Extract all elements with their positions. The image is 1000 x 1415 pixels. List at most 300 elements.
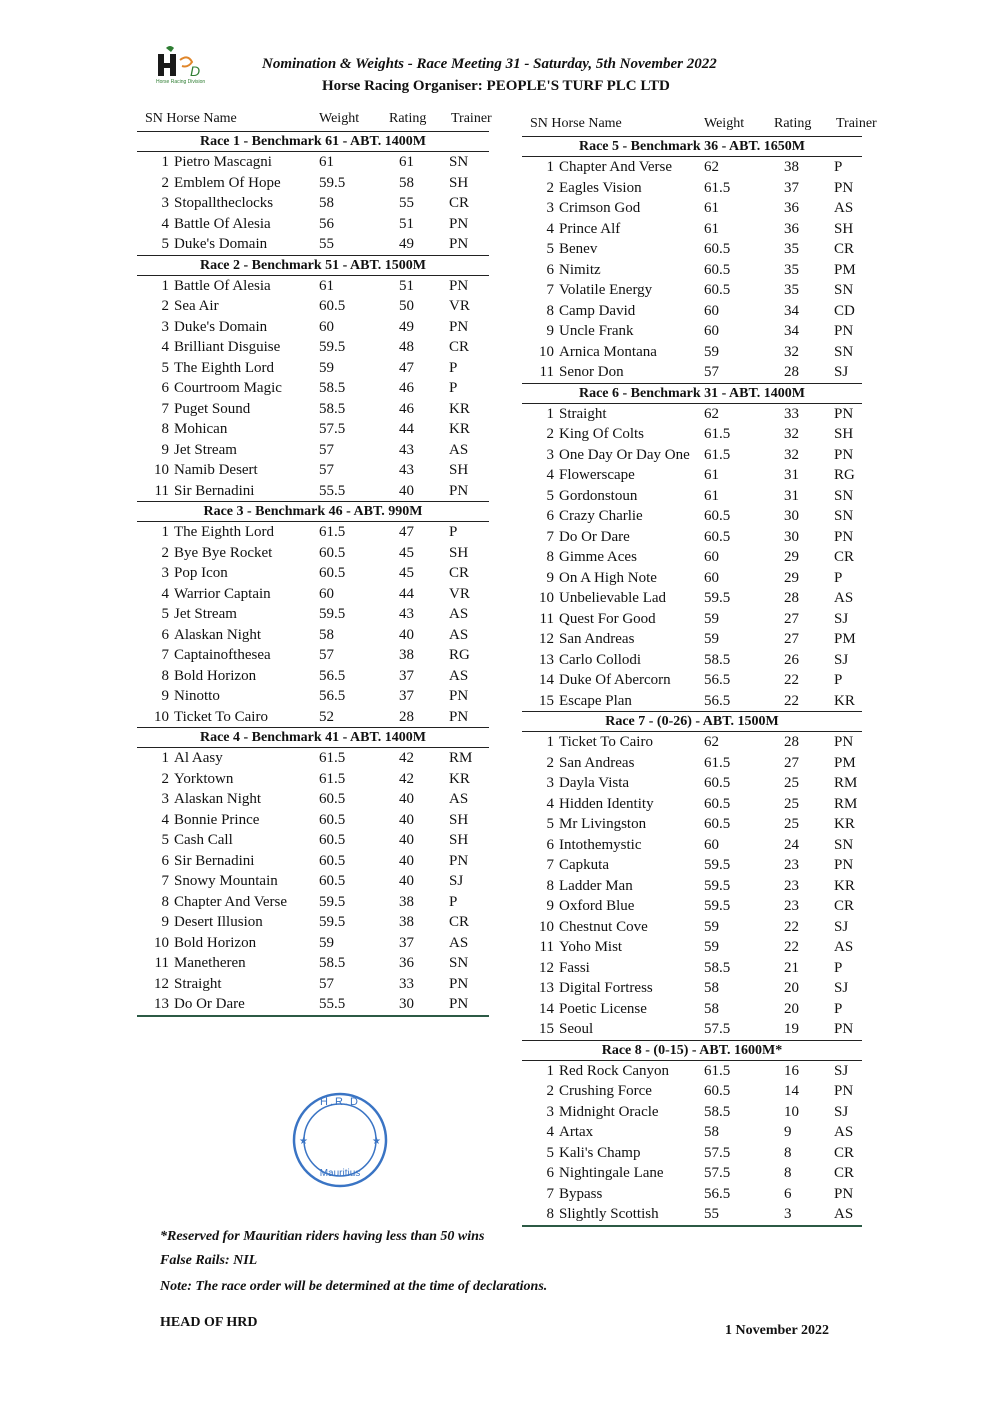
horse-trainer: P	[834, 569, 843, 586]
horse-name: Unbelievable Lad	[559, 590, 667, 606]
horse-name: Alaskan Night	[174, 626, 262, 643]
horse-weight: 60.5	[704, 282, 731, 298]
horse-sn: 1	[161, 750, 169, 766]
horse-sn: 5	[546, 816, 554, 832]
horse-row	[522, 1102, 862, 1123]
horse-name: Nimitz	[559, 261, 601, 278]
race-title: Race 6 - Benchmark 31 - ABT. 1400M	[522, 384, 862, 404]
horse-trainer: P	[834, 959, 843, 976]
horse-row	[522, 937, 862, 958]
horse-trainer: PN	[449, 215, 469, 232]
horse-weight: 56.5	[319, 667, 346, 684]
horse-trainer: SH	[449, 832, 469, 848]
horse-trainer: AS	[449, 934, 469, 951]
horse-sn: 3	[546, 1103, 554, 1120]
horse-trainer: SN	[834, 343, 854, 360]
horse-weight: 59	[704, 610, 719, 627]
horse-sn: 2	[161, 298, 169, 314]
horse-rating: 37	[784, 179, 799, 196]
horse-row	[137, 974, 489, 995]
horse-name: Chapter And Verse	[174, 893, 288, 910]
horse-row	[522, 260, 862, 281]
horse-name: King Of Colts	[559, 426, 645, 442]
horse-row	[522, 1019, 862, 1041]
horse-trainer: PN	[449, 318, 469, 335]
horse-rating: 27	[784, 631, 799, 647]
horse-trainer: PN	[449, 975, 469, 992]
horse-weight: 58.5	[319, 400, 346, 417]
horse-rating: 8	[784, 1144, 792, 1161]
horse-name: Ninotto	[174, 688, 220, 704]
horse-rating: 47	[399, 524, 414, 540]
horse-name: The Eighth Lord	[174, 359, 274, 376]
horse-trainer: PN	[834, 405, 854, 422]
horse-name: Yorktown	[174, 770, 234, 787]
horse-weight: 61	[319, 277, 334, 294]
horse-sn: 12	[154, 975, 169, 992]
horse-trainer: CD	[834, 302, 855, 319]
horse-sn: 5	[161, 359, 169, 376]
horse-row	[522, 896, 862, 917]
horse-trainer: SJ	[834, 1062, 849, 1079]
horse-sn: 7	[546, 1185, 554, 1202]
column-header-row	[522, 116, 877, 137]
horse-sn: 1	[546, 1062, 554, 1079]
horse-sn: 6	[161, 626, 169, 643]
horse-sn: 2	[161, 174, 169, 191]
horse-name: Duke's Domain	[174, 236, 268, 252]
horse-rating: 14	[784, 1083, 799, 1099]
horse-row	[522, 404, 862, 425]
horse-sn: 8	[546, 877, 554, 894]
horse-name: Puget Sound	[174, 400, 251, 417]
horse-sn: 15	[539, 692, 554, 709]
horse-sn: 5	[546, 487, 554, 504]
horse-name: Nightingale Lane	[559, 1165, 664, 1181]
horse-weight: 59.5	[319, 174, 346, 191]
horse-rating: 33	[399, 975, 414, 992]
horse-rating: 28	[784, 590, 799, 606]
horse-row	[522, 753, 862, 774]
horse-weight: 60	[704, 569, 719, 586]
horse-row	[522, 814, 862, 835]
horse-sn: 14	[539, 672, 554, 688]
horse-sn: 2	[546, 754, 554, 771]
horse-weight: 58.5	[319, 380, 346, 396]
horse-name: Carlo Collodi	[559, 651, 642, 668]
horse-row	[137, 358, 489, 379]
horse-trainer: SH	[449, 544, 469, 561]
horse-trainer: SN	[834, 508, 854, 524]
horse-sn: 3	[161, 318, 169, 335]
horse-sn: 9	[546, 898, 554, 914]
horse-name: Snowy Mountain	[174, 873, 278, 889]
horse-rating: 29	[784, 549, 799, 565]
horse-weight: 60.5	[319, 811, 346, 828]
horse-trainer: SN	[834, 487, 854, 504]
horse-name: Bonnie Prince	[174, 811, 260, 828]
horse-sn: 12	[539, 631, 554, 647]
horse-row	[137, 378, 489, 399]
horse-sn: 4	[161, 339, 169, 355]
horse-row	[137, 399, 489, 420]
horse-sn: 1	[546, 159, 554, 175]
horse-sn: 7	[161, 647, 169, 663]
horse-weight: 58.5	[704, 651, 731, 668]
horse-rating: 37	[399, 688, 414, 704]
horse-row	[522, 568, 862, 589]
horse-trainer: CR	[834, 898, 855, 914]
horse-name: San Andreas	[559, 631, 635, 647]
horse-weight: 56.5	[704, 692, 731, 709]
horse-row	[522, 609, 862, 630]
horse-trainer: SN	[834, 282, 854, 298]
horse-weight: 61.5	[319, 770, 346, 787]
horse-row	[522, 794, 862, 815]
horse-name: Ladder Man	[559, 877, 633, 894]
horse-sn: 10	[154, 934, 169, 951]
horse-rating: 25	[784, 775, 799, 791]
horse-name: Do Or Dare	[559, 528, 630, 545]
logo-caption: Horse Racing Division	[156, 79, 206, 85]
horse-rating: 49	[399, 318, 414, 335]
horse-name: Ticket To Cairo	[174, 708, 268, 725]
horse-name: Bye Bye Rocket	[174, 544, 273, 561]
horse-sn: 11	[539, 364, 554, 380]
horse-sn: 2	[161, 770, 169, 787]
horse-weight: 60.5	[319, 832, 346, 848]
horse-row	[522, 547, 862, 568]
horse-trainer: PN	[834, 528, 854, 545]
horse-row	[137, 419, 489, 440]
horse-weight: 57.5	[704, 1144, 731, 1161]
horse-row	[522, 362, 862, 384]
horse-weight: 56.5	[704, 672, 731, 688]
horse-sn: 8	[161, 667, 169, 684]
horse-row	[522, 917, 862, 938]
horse-name: Oxford Blue	[559, 898, 635, 914]
horse-name: Arnica Montana	[559, 343, 657, 360]
horse-row	[522, 1184, 862, 1205]
horse-rating: 21	[784, 959, 799, 976]
horse-sn: 5	[161, 606, 169, 622]
horse-trainer: SJ	[834, 610, 849, 627]
horse-weight: 59.5	[704, 898, 731, 914]
horse-name: Sir Bernadini	[174, 482, 255, 499]
horse-row	[137, 810, 489, 831]
horse-sn: 10	[539, 918, 554, 935]
horse-row	[522, 1204, 862, 1227]
horse-trainer: AS	[834, 939, 854, 955]
horse-name: Quest For Good	[559, 610, 656, 627]
horse-weight: 55.5	[319, 482, 346, 499]
horse-rating: 23	[784, 857, 799, 873]
horse-trainer: SJ	[449, 873, 464, 889]
horse-weight: 60	[704, 549, 719, 565]
horse-trainer: SJ	[834, 980, 849, 996]
horse-sn: 1	[161, 154, 169, 170]
horse-rating: 3	[784, 1206, 792, 1222]
horse-row	[137, 296, 489, 317]
horse-weight: 57.5	[704, 1165, 731, 1181]
horse-name: Duke Of Abercorn	[559, 672, 671, 688]
horse-name: Al Aasy	[174, 750, 223, 766]
horse-rating: 22	[784, 672, 799, 688]
horse-sn: 10	[154, 462, 169, 478]
horse-name: Eagles Vision	[559, 179, 642, 196]
horse-trainer: P	[449, 524, 458, 540]
horse-row	[522, 198, 862, 219]
horse-trainer: RG	[449, 647, 470, 663]
horse-row	[522, 445, 862, 466]
horse-name: Escape Plan	[559, 692, 632, 709]
horse-row	[137, 686, 489, 707]
horse-rating: 42	[399, 770, 414, 787]
horse-weight: 60.5	[319, 852, 346, 869]
horse-sn: 7	[161, 400, 169, 417]
horse-name: Captainofthesea	[174, 647, 271, 663]
horse-sn: 8	[161, 421, 169, 437]
horse-weight: 61	[704, 220, 719, 237]
horse-rating: 34	[784, 302, 799, 319]
horse-row	[137, 276, 489, 297]
horse-row	[522, 732, 862, 753]
horse-trainer: PN	[449, 277, 469, 294]
horse-trainer: RG	[834, 467, 855, 483]
horse-rating: 40	[399, 811, 414, 828]
race-title: Race 4 - Benchmark 41 - ABT. 1400M	[137, 728, 489, 748]
horse-trainer: SN	[834, 836, 854, 853]
horse-sn: 7	[546, 857, 554, 873]
organiser-line: Horse Racing Organiser: PEOPLE'S TURF PLC LTD	[322, 78, 670, 94]
horse-row	[137, 707, 489, 729]
horse-sn: 2	[161, 544, 169, 561]
horse-sn: 9	[546, 323, 554, 339]
horse-name: Sir Bernadini	[174, 852, 255, 869]
horse-row	[137, 912, 489, 933]
horse-rating: 19	[784, 1021, 799, 1037]
horse-rating: 46	[399, 380, 414, 396]
column-header-rating: Rating	[389, 111, 427, 126]
horse-name: Battle Of Alesia	[174, 215, 271, 232]
horse-sn: 6	[546, 261, 554, 278]
horse-rating: 46	[399, 400, 414, 417]
horse-name: Gordonstoun	[559, 487, 638, 504]
horse-rating: 43	[399, 606, 414, 622]
horse-row	[137, 892, 489, 913]
horse-trainer: KR	[449, 421, 470, 437]
horse-name: Straight	[174, 975, 222, 992]
horse-weight: 61.5	[704, 1062, 731, 1079]
horse-weight: 57	[319, 975, 334, 992]
horse-weight: 58	[319, 195, 334, 211]
horse-trainer: AS	[449, 667, 469, 684]
horse-rating: 37	[399, 667, 414, 684]
horse-name: Bold Horizon	[174, 667, 257, 684]
horse-weight: 61	[319, 154, 334, 170]
horse-sn: 1	[161, 277, 169, 294]
horse-trainer: AS	[449, 791, 469, 807]
horse-weight: 58.5	[704, 959, 731, 976]
horse-trainer: KR	[449, 400, 470, 417]
horse-trainer: SH	[449, 462, 469, 478]
horse-rating: 48	[399, 339, 414, 355]
horse-name: Battle Of Alesia	[174, 277, 271, 294]
horse-name: Midnight Oracle	[559, 1103, 659, 1120]
horse-trainer: PN	[449, 482, 469, 499]
horse-weight: 55	[704, 1206, 719, 1222]
horse-trainer: RM	[834, 775, 858, 791]
horse-row	[522, 465, 862, 486]
horse-sn: 7	[546, 282, 554, 298]
horse-name: Crazy Charlie	[559, 508, 643, 524]
horse-weight: 57	[319, 441, 334, 458]
horse-sn: 13	[154, 996, 169, 1012]
horse-rating: 35	[784, 261, 799, 278]
horse-sn: 1	[546, 405, 554, 422]
horse-trainer: AS	[834, 1124, 854, 1140]
horse-name: Senor Don	[559, 364, 624, 380]
horse-trainer: CR	[834, 1144, 855, 1161]
false-rails-note: False Rails: NIL	[160, 1253, 258, 1268]
horse-row	[522, 321, 862, 342]
horse-sn: 3	[546, 200, 554, 216]
horse-name: Camp David	[559, 302, 636, 319]
horse-weight: 60	[319, 318, 334, 335]
horse-name: Yoho Mist	[559, 939, 623, 955]
horse-rating: 40	[399, 873, 414, 889]
horse-weight: 58.5	[704, 1103, 731, 1120]
horse-trainer: PN	[834, 1021, 854, 1037]
horse-weight: 60.5	[704, 775, 731, 791]
horse-name: Manetheren	[174, 955, 246, 971]
horse-sn: 10	[539, 343, 554, 360]
horse-rating: 23	[784, 898, 799, 914]
horse-row	[522, 978, 862, 999]
horse-weight: 61	[704, 200, 719, 216]
horse-rating: 30	[399, 996, 414, 1012]
horse-rating: 33	[784, 405, 799, 422]
horse-sn: 2	[546, 426, 554, 442]
horse-rating: 26	[784, 651, 799, 668]
horse-rating: 55	[399, 195, 414, 211]
horse-weight: 61.5	[319, 524, 346, 540]
horse-rating: 43	[399, 441, 414, 458]
horse-rating: 45	[399, 565, 414, 581]
horse-trainer: CR	[449, 339, 470, 355]
horse-trainer: PN	[834, 323, 854, 339]
horse-sn: 12	[539, 959, 554, 976]
horse-name: Volatile Energy	[559, 282, 653, 298]
horse-rating: 23	[784, 877, 799, 894]
column-header-sn-name: SN Horse Name	[530, 116, 622, 131]
horse-name: Chapter And Verse	[559, 159, 673, 175]
horse-trainer: AS	[834, 590, 854, 606]
horse-row	[137, 584, 489, 605]
horse-trainer: PN	[834, 179, 854, 196]
horse-name: Desert Illusion	[174, 914, 263, 930]
document-date: 1 November 2022	[725, 1323, 829, 1338]
horse-rating: 45	[399, 544, 414, 561]
horse-trainer: P	[449, 380, 458, 396]
horse-name: Namib Desert	[174, 462, 258, 478]
horse-rating: 22	[784, 939, 799, 955]
column-header-sn-name: SN Horse Name	[145, 111, 237, 126]
horse-rating: 27	[784, 754, 799, 771]
horse-row	[137, 214, 489, 235]
race-title: Race 5 - Benchmark 36 - ABT. 1650M	[522, 137, 862, 157]
horse-sn: 13	[539, 980, 554, 996]
horse-row	[522, 239, 862, 260]
horse-trainer: PN	[834, 446, 854, 463]
horse-rating: 32	[784, 343, 799, 360]
horse-weight: 58	[704, 1124, 719, 1140]
race-title: Race 3 - Benchmark 46 - ABT. 990M	[137, 502, 489, 522]
horse-weight: 55.5	[319, 996, 346, 1012]
horse-sn: 11	[539, 610, 554, 627]
horse-sn: 11	[154, 482, 169, 499]
horse-weight: 60	[704, 323, 719, 339]
horse-rating: 20	[784, 980, 799, 996]
horse-weight: 60.5	[704, 795, 731, 812]
horse-rating: 6	[784, 1185, 792, 1202]
horse-row	[137, 440, 489, 461]
race-title: Race 2 - Benchmark 51 - ABT. 1500M	[137, 256, 489, 276]
horse-name: Crushing Force	[559, 1083, 652, 1099]
horse-name: The Eighth Lord	[174, 524, 274, 540]
horse-weight: 61	[704, 467, 719, 483]
horse-name: Hidden Identity	[559, 795, 654, 812]
horse-name: Jet Stream	[174, 441, 237, 458]
left-race-table	[137, 111, 492, 1017]
horse-sn: 9	[546, 569, 554, 586]
horse-weight: 56.5	[319, 688, 346, 704]
horse-trainer: SJ	[834, 651, 849, 668]
horse-rating: 36	[784, 220, 799, 237]
horse-rating: 25	[784, 816, 799, 832]
horse-weight: 62	[704, 159, 719, 175]
page-title: Nomination & Weights - Race Meeting 31 - Saturday, 5th November 2022	[262, 56, 717, 72]
horse-name: Chestnut Cove	[559, 918, 648, 935]
horse-rating: 40	[399, 852, 414, 869]
horse-name: Warrior Captain	[174, 585, 271, 602]
horse-weight: 61.5	[704, 426, 731, 442]
horse-name: Slightly Scottish	[559, 1206, 659, 1222]
horse-weight: 58	[319, 626, 334, 643]
column-header-row	[137, 111, 492, 132]
right-race-table	[522, 116, 877, 1227]
horse-row	[137, 317, 489, 338]
horse-weight: 60.5	[319, 544, 346, 561]
horse-sn: 5	[161, 832, 169, 848]
horse-sn: 8	[546, 1206, 554, 1222]
horse-row	[137, 933, 489, 954]
horse-sn: 2	[546, 1083, 554, 1099]
horse-rating: 51	[399, 277, 414, 294]
horse-rating: 28	[784, 364, 799, 380]
horse-trainer: PM	[834, 754, 856, 771]
column-header-trainer: Trainer	[451, 111, 492, 126]
horse-trainer: KR	[834, 692, 855, 709]
horse-weight: 60.5	[704, 241, 731, 257]
horse-weight: 59	[319, 934, 334, 951]
horse-sn: 3	[161, 195, 169, 211]
horse-trainer: AS	[449, 626, 469, 643]
horse-row	[522, 1081, 862, 1102]
horse-row	[522, 506, 862, 527]
horse-name: One Day Or Day One	[559, 446, 690, 463]
horse-rating: 32	[784, 446, 799, 463]
